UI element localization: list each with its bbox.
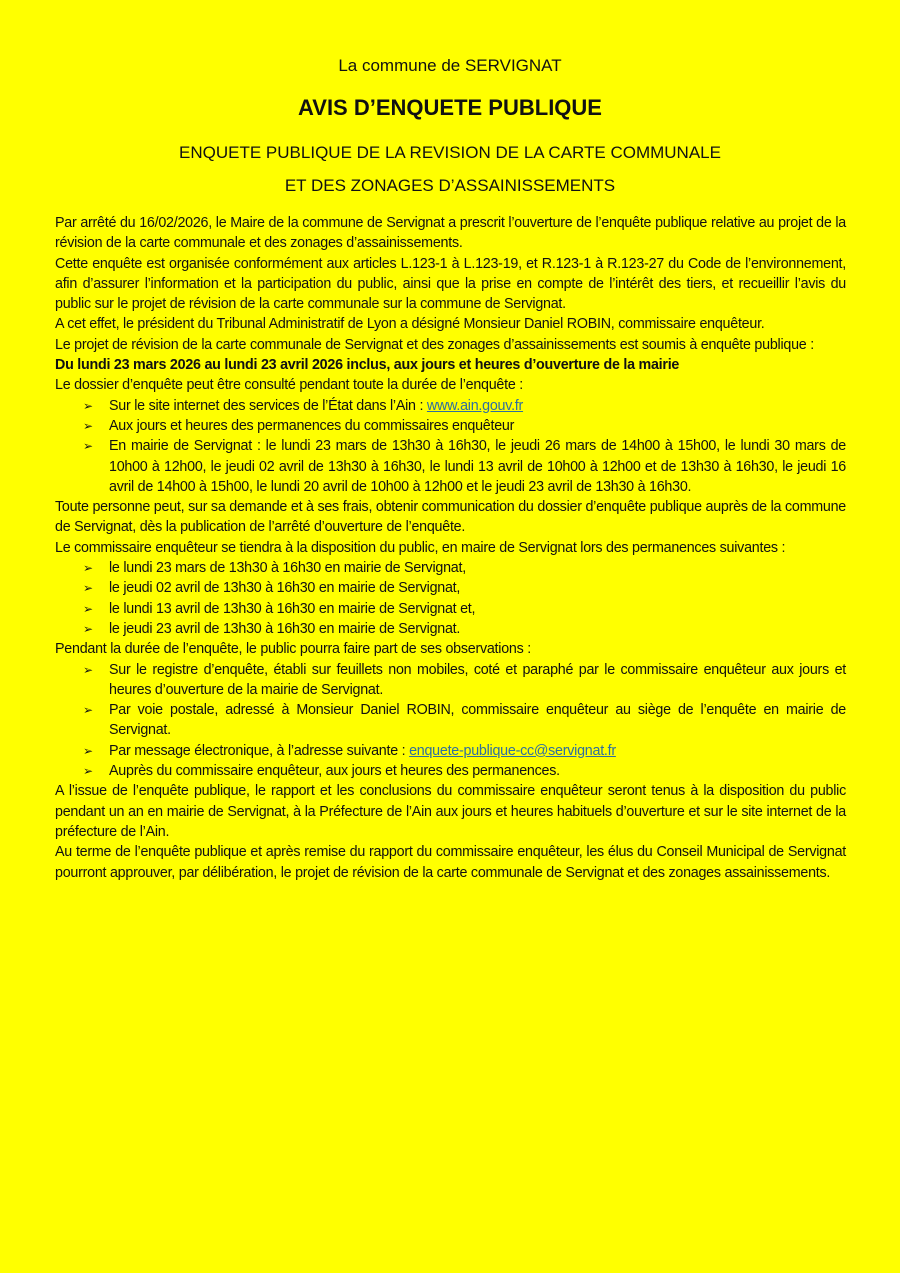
paragraph-approval: Au terme de l’enquête publique et après remise du rapport du commissaire enquêteur, les élus du Conseil Municipal de Servignat pourront approuver, par délibération, le projet de révision de la carte communale de Servignat et des zonages assainissements. <box>55 844 846 881</box>
email-link[interactable]: enquete-publique-cc@servignat.fr <box>409 742 616 759</box>
arrow-bullet-icon: ➢ <box>83 439 93 454</box>
list-item: ➢ Par voie postale, adressé à Monsieur Daniel ROBIN, commissaire enquêteur au siège de l’enquête en mairie de Servignat. <box>83 702 846 739</box>
arrow-bullet-icon: ➢ <box>83 418 93 433</box>
notice-body <box>55 213 846 883</box>
commune-heading: La commune de SERVIGNAT <box>338 56 562 75</box>
paragraph-project: Le projet de révision de la carte communale de Servignat et des zonages d’assainissements est soumis à enquête publique : <box>55 336 814 353</box>
arrow-bullet-icon: ➢ <box>83 561 93 576</box>
paragraph-legal-basis: Cette enquête est organisée conformément aux articles L.123-1 à L.123-19, et R.123-1 à R.123-27 du Code de l’environnement, afin d’assurer l’information et la participation du public, ainsi que la prise en compte de l’intérêt des tiers, et recueillir l’avis du public sur le projet de révision de la carte communale sur la commune de Servignat. <box>55 255 846 313</box>
paragraph-communication: Toute personne peut, sur sa demande et à ses frais, obtenir communication du dossier d’enquête publique auprès de la commune de Servignat, dès la publication de l’arrêté d’ouverture de l’enquête. <box>55 499 846 536</box>
website-link[interactable]: www.ain.gouv.fr <box>426 397 524 414</box>
arrow-bullet-icon: ➢ <box>83 743 93 758</box>
paragraph-report: A l’issue de l’enquête publique, le rapport et les conclusions du commissaire enquêteur seront tenus à la disposition du public pendant un an en mairie de Servignat, à la Préfecture de l’Ain aux jours et heures habituels d’ouverture et sur le site internet de la préfecture de l’Ain. <box>55 783 846 840</box>
notice-subtitle-2: ET DES ZONAGES D’ASSAINISSEMENTS <box>284 176 616 195</box>
arrow-bullet-icon: ➢ <box>83 703 93 718</box>
list-item: ➢ le lundi 13 avril de 13h30 à 16h30 en mairie de Servignat et, <box>109 599 846 619</box>
paragraph-commissioner: A cet effet, le président du Tribunal Administratif de Lyon a désigné Monsieur Daniel ROBIN, commissaire enquêteur. <box>55 316 765 333</box>
notice-subtitle-1: ENQUETE PUBLIQUE DE LA REVISION DE LA CARTE COMMUNALE <box>179 143 721 162</box>
arrow-bullet-icon: ➢ <box>83 398 93 413</box>
list-item: ➢ le lundi 23 mars de 13h30 à 16h30 en mairie de Servignat, <box>109 558 846 578</box>
observations-list <box>55 660 846 782</box>
list-item: ➢ le jeudi 02 avril de 13h30 à 16h30 en mairie de Servignat, <box>109 578 846 598</box>
list-item: ➢ En mairie de Servignat : le lundi 23 mars de 13h30 à 16h30, le jeudi 26 mars de 14h00 à 15h00, le lundi 30 mars de 10h00 à 12h00, le jeudi 02 avril de 13h30 à 16h30, le lundi 13 avril de 10h00 à 12h00 et de 13h30 à 16h30, le jeudi 16 avril de 14h00 à 15h00, le lundi 20 avril de 10h00 à 12h00 et le jeudi 23 avril de 13h30 à 16h30. <box>83 438 846 495</box>
arrow-bullet-icon: ➢ <box>83 764 93 779</box>
list-item: ➢ Auprès du commissaire enquêteur, aux jours et heures des permanences. <box>109 761 846 781</box>
paragraph-permanences: Le commissaire enquêteur se tiendra à la disposition du public, en maire de Servignat lors des permanences suivantes : <box>55 539 786 556</box>
inquiry-dates: Du lundi 23 mars 2026 au lundi 23 avril 2026 inclus, aux jours et heures d’ouverture de la mairie <box>55 357 680 374</box>
arrow-bullet-icon: ➢ <box>83 621 93 636</box>
paragraph-observations: Pendant la durée de l’enquête, le public pourra faire part de ses observations : <box>55 641 531 658</box>
consultation-list <box>55 396 846 497</box>
list-item: ➢ Sur le registre d’enquête, établi sur feuillets non mobiles, coté et paraphé par le commissaire enquêteur aux jours et heures d’ouverture de la mairie de Servignat. <box>83 661 846 698</box>
arrow-bullet-icon: ➢ <box>83 581 93 596</box>
notice-title: AVIS D’ENQUETE PUBLIQUE <box>298 95 602 120</box>
arrow-bullet-icon: ➢ <box>83 601 93 616</box>
list-item: ➢ le jeudi 23 avril de 13h30 à 16h30 en mairie de Servignat. <box>109 619 846 639</box>
paragraph-arrete: Par arrêté du 16/02/2026, le Maire de la commune de Servignat a prescrit l’ouverture de l’enquête publique relative au projet de la révision de la carte communale et des zonages d’assainissements. <box>55 215 846 252</box>
list-item: ➢ Sur le site internet des services de l’État dans l’Ain : www.ain.gouv.fr <box>109 396 846 416</box>
permanences-list <box>55 558 846 639</box>
arrow-bullet-icon: ➢ <box>83 662 93 677</box>
paragraph-consultation: Le dossier d’enquête peut être consulté pendant toute la durée de l’enquête : <box>55 377 524 394</box>
list-item: ➢ Par message électronique, à l’adresse suivante : enquete-publique-cc@servignat.fr <box>109 741 846 761</box>
list-item: ➢ Aux jours et heures des permanences du commissaires enquêteur <box>109 416 846 436</box>
